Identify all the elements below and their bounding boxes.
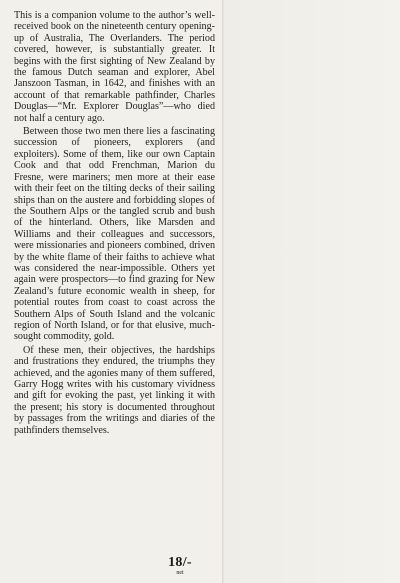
blurb-paragraph-3: Of these men, their objectives, the hardships and frustrations they endured, the triumphs they achieved, and the agonies many of them suffered, Garry Hogg writes with his customary vividness and gift for evoking the past, yet linking it with the present; his story is documented throughout by passages from the writings and diaries of the pathfinders themselves. bbox=[14, 344, 215, 436]
blurb-paragraph-2: Between those two men there lies a fascinating succession of pioneers, explorers (and exploiters). Some of them, like our own Captain Cook and that odd Frenchman, Marion du Fresne, were mariners; men more at their ease with their feet on the tilting decks of their sailing ships than on the austere and forbidding slopes of the Southern Alps or the tangled scrub and bush of the hinterland. Others, like Marsden and Williams and their colleagues and successors, were missionaries and pioneers combined, driven by the white flame of their faiths to achieve what was considered the near-impossible. Others yet again were prospectors—to find grazing for New Zealand’s future economic wealth in sheep, for potential routes from coast to coast across the Southern Alps of South Island and the volcanic region of North Island, or for that elusive, much-sought commodity, gold. bbox=[14, 126, 215, 343]
blank-panel bbox=[225, 0, 400, 583]
blurb-paragraph-1: This is a companion volume to the author’s well-received book on the nineteenth century opening-up of Australia, The Overlanders. The period covered, however, is substantially greater. It begins with the first sighting of New Zealand by the famous Dutch seaman and explorer, Abel Janszoon Tasman, in 1642, and finishes with an account of that remarkable pathfinder, Charles Douglas—“Mr. Explorer Douglas”—who died not half a century ago. bbox=[14, 10, 215, 124]
price-block bbox=[160, 556, 200, 577]
price: 18/- bbox=[168, 555, 192, 570]
price-note: net bbox=[176, 570, 184, 576]
flap-blurb bbox=[14, 10, 215, 436]
